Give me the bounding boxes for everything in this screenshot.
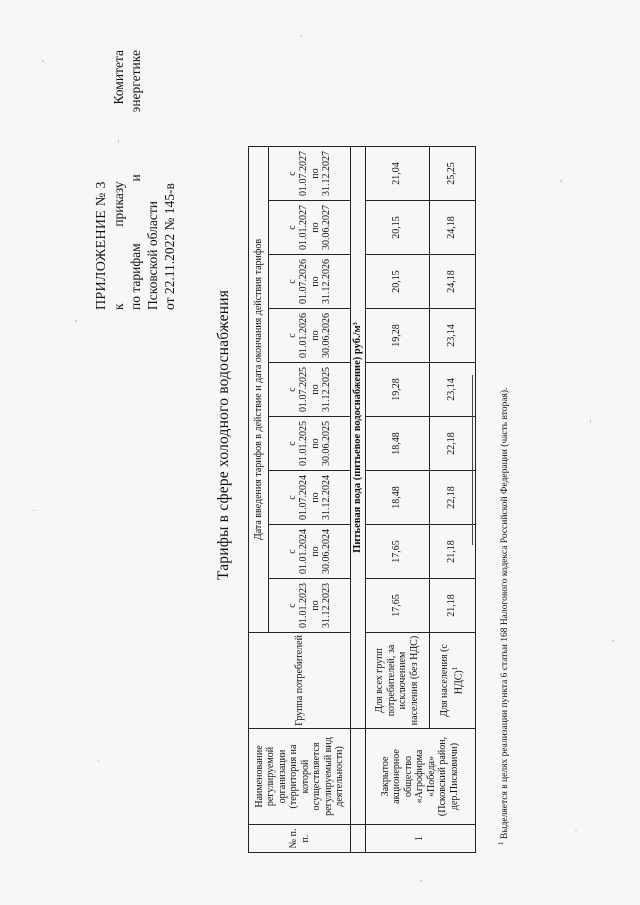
tariff-value: 19,28 xyxy=(365,363,429,417)
period-c: с xyxy=(286,387,298,392)
tariff-value: 24,18 xyxy=(429,201,475,255)
tariff-table xyxy=(248,146,476,853)
footnote-text: Выделяется в целях реализации пункта 6 статьи 168 Налогового кодекса Российской Федерации (часть вторая). xyxy=(500,387,511,840)
period-header xyxy=(269,309,351,363)
footnote-mark: 1 xyxy=(497,841,505,845)
empty-cell xyxy=(351,825,366,853)
period-c: с xyxy=(286,441,298,446)
period-po: по xyxy=(309,222,321,233)
period-to: 31.12.2027 xyxy=(321,151,332,196)
period-header xyxy=(269,417,351,471)
period-from: 01.01.2025 xyxy=(298,421,309,466)
period-header xyxy=(269,363,351,417)
consumer-group-text: Для населения (с НДС) xyxy=(438,644,465,717)
period-po: по xyxy=(309,546,321,557)
period-header xyxy=(269,255,351,309)
header-org: Наименование регулируемой организации (территория на которой осуществляется регулируемый вид деятельности) xyxy=(249,729,351,825)
period-c: с xyxy=(286,333,298,338)
organization-name: Закрытое акционерное общество «Агрофирма «Победа» (Псковский район, дер.Писковичи) xyxy=(365,729,475,825)
subheader-row xyxy=(351,147,366,853)
period-po: по xyxy=(309,168,321,179)
period-to: 30.06.2024 xyxy=(321,529,332,574)
period-c: с xyxy=(286,549,298,554)
period-c: с xyxy=(286,495,298,500)
appendix-block xyxy=(93,50,178,310)
header-group: Группа потребителей xyxy=(249,633,351,729)
tariff-value: 21,04 xyxy=(365,147,429,201)
period-header xyxy=(269,147,351,201)
table-header-row xyxy=(249,147,269,853)
appendix-word: по тарифам xyxy=(128,243,143,310)
period-header xyxy=(269,579,351,633)
period-from: 01.01.2026 xyxy=(298,313,309,358)
period-to: 30.06.2027 xyxy=(321,205,332,250)
period-to: 30.06.2025 xyxy=(321,421,332,466)
period-to: 31.12.2023 xyxy=(321,583,332,628)
tariff-value: 25,25 xyxy=(429,147,475,201)
period-po: по xyxy=(309,492,321,503)
consumer-group: Для всех групп потребителей, за исключением населения (без НДС) xyxy=(365,633,429,729)
appendix-number: ПРИЛОЖЕНИЕ № 3 xyxy=(94,181,109,310)
appendix-word: энергетике xyxy=(128,50,143,113)
tariff-value: 21,18 xyxy=(429,579,475,633)
tariff-value: 21,18 xyxy=(429,525,475,579)
period-to: 31.12.2024 xyxy=(321,475,332,520)
appendix-word: приказу xyxy=(111,181,126,227)
tariff-value: 20,15 xyxy=(365,255,429,309)
document-title: Тарифы в сфере холодного водоснабжения xyxy=(215,289,232,581)
empty-cell xyxy=(351,729,366,825)
period-c: с xyxy=(286,225,298,230)
tariff-value: 20,15 xyxy=(365,201,429,255)
period-to: 31.12.2026 xyxy=(321,259,332,304)
tariff-value: 24,18 xyxy=(429,255,475,309)
appendix-line: от 22.11.2022 № 145-в xyxy=(162,183,177,310)
tariff-value: 22,18 xyxy=(429,417,475,471)
tariff-value: 17,65 xyxy=(365,579,429,633)
tariff-value: 18,48 xyxy=(365,471,429,525)
period-from: 01.07.2027 xyxy=(298,151,309,196)
appendix-word: к xyxy=(111,303,126,310)
period-c: с xyxy=(286,279,298,284)
period-from: 01.01.2024 xyxy=(298,529,309,574)
row-number: 1 xyxy=(365,825,475,853)
consumer-group xyxy=(429,633,475,729)
period-from: 01.01.2023 xyxy=(298,583,309,628)
footnote xyxy=(497,85,510,845)
footnote-divider xyxy=(472,375,473,545)
appendix-line xyxy=(110,50,127,310)
product-subheader-text: Питьевая вода (питьевое водоснабжение) руб./м³ xyxy=(352,322,363,553)
period-header xyxy=(269,201,351,255)
product-subheader xyxy=(351,147,366,729)
period-from: 01.07.2025 xyxy=(298,367,309,412)
appendix-word: Комитета xyxy=(111,50,126,105)
table-row xyxy=(365,147,429,853)
period-header xyxy=(269,471,351,525)
period-from: 01.01.2027 xyxy=(298,205,309,250)
appendix-word: и xyxy=(128,174,143,182)
period-from: 01.07.2026 xyxy=(298,259,309,304)
period-to: 30.06.2026 xyxy=(321,313,332,358)
period-po: по xyxy=(309,600,321,611)
footnote-marker: 1 xyxy=(451,666,460,671)
period-c: с xyxy=(286,603,298,608)
tariff-value: 18,48 xyxy=(365,417,429,471)
tariff-value: 23,14 xyxy=(429,363,475,417)
appendix-line: Псковской области xyxy=(145,200,160,310)
period-po: по xyxy=(309,438,321,449)
tariff-value: 17,65 xyxy=(365,525,429,579)
period-po: по xyxy=(309,330,321,341)
header-dates-caption: Дата введения тарифов в действие и дата окончания действия тарифов xyxy=(249,147,269,633)
tariff-value: 23,14 xyxy=(429,309,475,363)
period-po: по xyxy=(309,276,321,287)
appendix-line xyxy=(127,50,144,310)
period-header xyxy=(269,525,351,579)
tariff-value: 19,28 xyxy=(365,309,429,363)
header-num: № п. п. xyxy=(249,825,351,853)
tariff-value: 22,18 xyxy=(429,471,475,525)
period-to: 31.12.2025 xyxy=(321,367,332,412)
period-c: с xyxy=(286,171,298,176)
period-po: по xyxy=(309,384,321,395)
period-from: 01.07.2024 xyxy=(298,475,309,520)
